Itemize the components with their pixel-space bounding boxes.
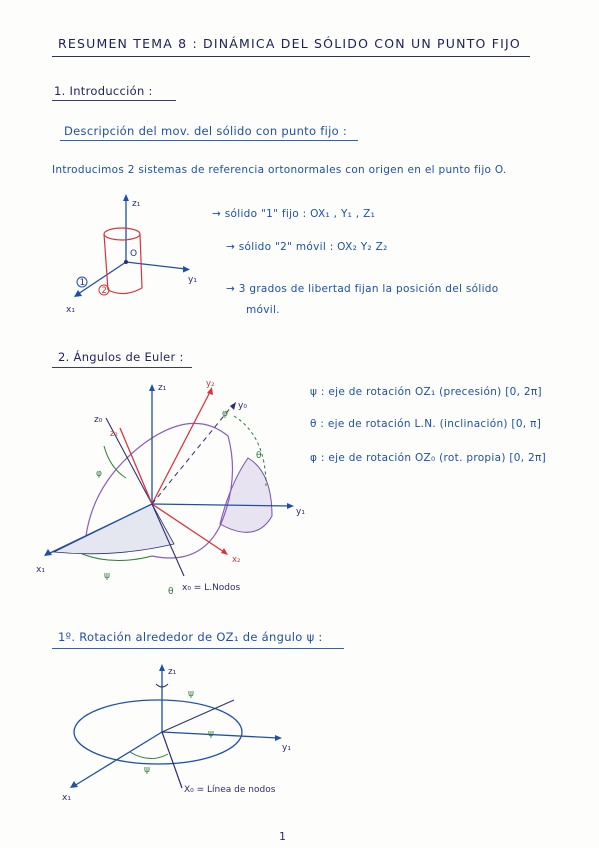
plane-x1y1-sector bbox=[54, 504, 174, 554]
z-label: z₁ bbox=[132, 199, 141, 209]
z1-arrow-icon bbox=[149, 384, 155, 391]
psi-label-top: ψ bbox=[188, 689, 194, 699]
x2-arrow-icon bbox=[221, 548, 228, 555]
section-rotation-heading: 1º. Rotación alrededor de OZ₁ de ángulo ψ : bbox=[58, 630, 323, 644]
z-axis-arrow-icon bbox=[123, 194, 129, 201]
y0-axis bbox=[162, 700, 234, 732]
title-underline bbox=[52, 56, 530, 57]
y0-arrow-icon bbox=[230, 402, 236, 410]
euler-def-theta: θ : eje de rotación L.N. (inclinación) [0, π] bbox=[310, 418, 542, 430]
intro-sentence: Introducimos 2 sistemas de referencia ortonormales con origen en el punto fijo O. bbox=[52, 164, 507, 176]
psi-label-right: ψ bbox=[208, 729, 214, 739]
cylinder-side-left bbox=[104, 234, 108, 290]
y0-axis bbox=[152, 406, 232, 504]
y1-axis bbox=[162, 732, 278, 738]
cylinder-bottom bbox=[108, 288, 142, 294]
cylinder-side-right bbox=[140, 234, 142, 288]
psi-arc bbox=[82, 554, 152, 561]
z2-label: z₂ bbox=[110, 429, 118, 439]
rotation-figure bbox=[58, 660, 298, 803]
subheading-underline bbox=[60, 140, 358, 141]
section-rotation-underline bbox=[52, 648, 344, 649]
section-intro-subheading: Descripción del mov. del sólido con punto fijo : bbox=[64, 124, 348, 138]
x-label: x₁ bbox=[66, 305, 75, 315]
intro-figure bbox=[60, 190, 210, 325]
z0-label: z₀ bbox=[94, 415, 103, 425]
section-euler-underline bbox=[52, 367, 192, 368]
section-euler-heading: 2. Ángulos de Euler : bbox=[58, 350, 184, 364]
euler-def-phi: φ : eje de rotación OZ₀ (rot. propia) [0, 2π] bbox=[310, 452, 547, 464]
intro-bullet-1: → sólido "1" fijo : OX₁ , Y₁ , Z₁ bbox=[212, 208, 376, 220]
z2-axis bbox=[120, 428, 152, 504]
x1-label: x₁ bbox=[36, 565, 45, 575]
x0-label: X₀ = Línea de nodos bbox=[184, 785, 276, 795]
marker-1-label: 1 bbox=[79, 278, 86, 288]
y1-label: y₁ bbox=[296, 507, 305, 517]
y1-label: y₁ bbox=[282, 743, 291, 753]
x0-axis bbox=[162, 732, 182, 788]
marker-2-label: 2 bbox=[101, 286, 107, 296]
page-number: 1 bbox=[279, 830, 287, 843]
y1-arrow-icon bbox=[287, 503, 294, 509]
plane-theta-sector bbox=[220, 458, 272, 532]
euler-def-psi: ψ : eje de rotación OZ₁ (precesión) [0, 2π] bbox=[310, 386, 542, 398]
phi-label: φ bbox=[96, 469, 102, 479]
x-axis-arrow-icon bbox=[74, 290, 82, 297]
euler-figure bbox=[34, 376, 314, 604]
origin-point bbox=[124, 260, 128, 264]
intro-bullet-3-cont: móvil. bbox=[246, 304, 280, 316]
y0-label: y₀ bbox=[238, 401, 247, 411]
section-intro-heading: 1. Introducción : bbox=[54, 84, 153, 98]
psi-arc bbox=[130, 752, 168, 759]
z1-label: z₁ bbox=[158, 383, 167, 393]
theta-label-bottom: θ bbox=[168, 587, 174, 597]
section-intro-underline bbox=[52, 100, 176, 101]
z1-arrow-icon bbox=[159, 664, 165, 671]
psi-label: ψ bbox=[144, 765, 150, 775]
page-title: RESUMEN TEMA 8 : DINÁMICA DEL SÓLIDO CON UN PUNTO FIJO bbox=[58, 36, 521, 51]
y1-arrow-icon bbox=[275, 735, 282, 741]
intro-bullet-2: → sólido "2" móvil : OX₂ Y₂ Z₂ bbox=[226, 241, 388, 253]
z1-label: z₁ bbox=[168, 667, 177, 677]
y-axis bbox=[126, 262, 186, 269]
psi-label: ψ bbox=[104, 571, 110, 581]
x0-label: x₀ = L.Nodos bbox=[182, 583, 241, 593]
x1-axis bbox=[74, 732, 162, 786]
theta-label: θ bbox=[256, 451, 262, 461]
y2-axis bbox=[152, 392, 210, 504]
origin-label: O bbox=[130, 249, 138, 259]
x2-label: x₂ bbox=[232, 555, 241, 565]
rotation-disk bbox=[74, 700, 242, 764]
phi-label-top: φ bbox=[222, 409, 228, 419]
y-label: y₁ bbox=[188, 275, 197, 285]
y-axis-arrow-icon bbox=[183, 266, 190, 273]
x1-label: x₁ bbox=[62, 793, 71, 803]
cylinder-top bbox=[104, 228, 140, 240]
y2-label: y₂ bbox=[206, 379, 215, 389]
intro-bullet-3: → 3 grados de libertad fijan la posición del sólido bbox=[226, 283, 499, 295]
